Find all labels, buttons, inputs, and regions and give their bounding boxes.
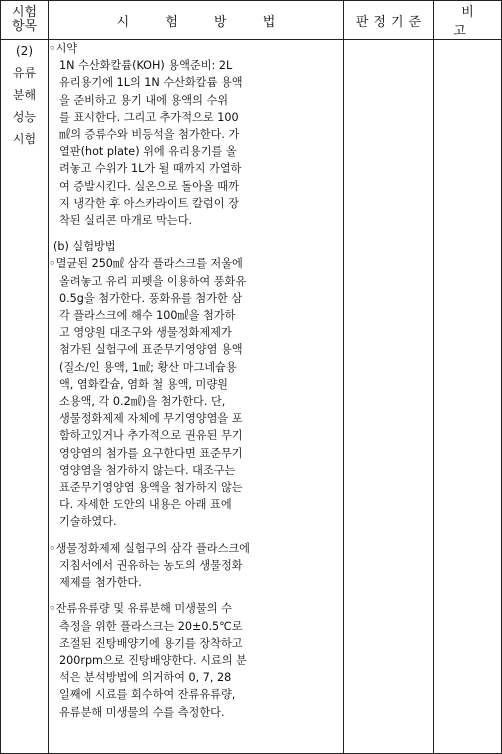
text-line: ◦잔류유류량 및 유류분해 미생물의 수 <box>49 602 232 616</box>
text-line: ◦멸균된 250㎖ 삼각 플라스크를 저울에 <box>49 257 243 271</box>
header-test-item <box>1 1 49 40</box>
method-paragraph-2 <box>49 540 343 592</box>
header-test-method-label: 시 험 방 법 <box>116 14 292 30</box>
text-line: 다. 자세한 도안의 내용은 아래 표에 <box>59 498 232 512</box>
text-line: 착된 실리콘 마개로 막는다. <box>59 214 193 228</box>
text-line: 200rpm으로 진탕배양한다. 시료의 분 <box>59 653 247 667</box>
header-test-method <box>49 1 344 40</box>
text-line: 각 플라스크에 해수 100㎖을 첨가하 <box>59 309 236 323</box>
text-line: (질소/인 용액, 1㎖; 황산 마그네슘용 <box>59 360 237 374</box>
text-line: 을 준비하고 용기 내에 용액의 수위 <box>59 93 229 107</box>
item-line: (2) <box>16 44 33 58</box>
text-line: 0.5g을 첨가한다. 풍화유를 첨가한 삼 <box>59 291 243 305</box>
text-line: 액, 염화칼슘, 염화 철 용액, 미량원 <box>59 377 228 391</box>
text-line: 영양염의 첨가를 요구한다면 표준무기 <box>59 446 243 460</box>
text-line: ㎖의 증류수와 비등석을 첨가한다. 가 <box>59 128 240 142</box>
test-item-cell <box>1 40 49 754</box>
text-line: 열판(hot plate) 위에 유리용기를 올 <box>59 145 237 159</box>
text-line: 측정을 위한 플라스크는 20±0.5℃로 <box>59 619 243 633</box>
text-line: 석은 분석방법에 의거하여 0, 7, 28 <box>59 671 232 685</box>
header-test-item-line2: 항목 <box>11 19 38 34</box>
text-line: 지침서에서 권유하는 농도의 생물정화 <box>59 558 243 572</box>
item-line: 성능 <box>12 110 37 124</box>
table-header-row <box>1 1 502 40</box>
text-line: 제제를 첨가한다. <box>59 576 142 590</box>
text-line: 유리용기에 1L의 1N 수산화칼륨 용액 <box>59 76 243 90</box>
text-line: 조절된 진탕배양기에 용기를 장착하고 <box>59 636 243 650</box>
text-line: 함하고있거나 추가적으로 권유된 무기 <box>59 429 243 443</box>
text-line: 첨가된 실험구에 표준무기영양염 용액 <box>59 343 243 357</box>
text-line: ◦생물정화제제 실험구의 삼각 플라스크에 <box>49 541 250 555</box>
text-line: 올려놓고 유리 피펫을 이용하여 풍화유 <box>59 274 247 288</box>
text-line: 생물정화제제 자체에 무기영양염을 포 <box>59 412 243 426</box>
text-line: 를 표시한다. 그리고 추가적으로 100 <box>59 110 239 124</box>
item-line: 시험 <box>12 132 37 146</box>
text-line: 일째에 시료를 회수하여 잔류유류량, <box>59 688 236 702</box>
text-line: 려놓고 수위가 1L가 될 때까지 가열하 <box>59 162 242 176</box>
text-line: 기술하였다. <box>59 515 117 529</box>
text-line: 고 영양원 대조구와 생물정화제제가 <box>59 326 232 340</box>
text-line: 지 냉각한 후 아스카라이트 칼럼이 장 <box>59 196 239 210</box>
header-criteria-label: 판정기준 <box>355 14 427 30</box>
text-line: 여 증발시킨다. 실온으로 돌아올 때까 <box>59 179 239 193</box>
item-line: 유류 <box>12 66 37 80</box>
test-method-cell <box>49 40 344 754</box>
text-line: 영양염을 첨가하지 않는다. 대조구는 <box>59 463 236 477</box>
method-section-title: (b) 실험방법 <box>53 240 116 254</box>
header-test-item-line1: 시험 <box>11 5 38 20</box>
table-row <box>1 40 502 754</box>
header-criteria <box>344 1 434 40</box>
reagent-title: ◦시약 <box>49 42 78 55</box>
method-paragraph-1 <box>49 255 343 530</box>
criteria-cell <box>344 40 434 754</box>
reagent-paragraph <box>49 57 343 229</box>
text-line: 표준무기영양염 용액을 첨가하지 않는 <box>59 481 243 495</box>
method-paragraph-3 <box>49 600 343 720</box>
header-remarks-label: 비고 <box>453 5 490 39</box>
remarks-cell <box>434 40 502 754</box>
text-line: 1N 수산화칼륨(KOH) 용액준비: 2L <box>59 59 233 73</box>
header-remarks <box>434 1 502 40</box>
text-line: 소용액, 각 0.2㎖)을 첨가한다. 단, <box>59 395 226 409</box>
text-line: 유류분해 미생물의 수를 측정한다. <box>59 705 225 719</box>
item-line: 분해 <box>12 88 37 102</box>
